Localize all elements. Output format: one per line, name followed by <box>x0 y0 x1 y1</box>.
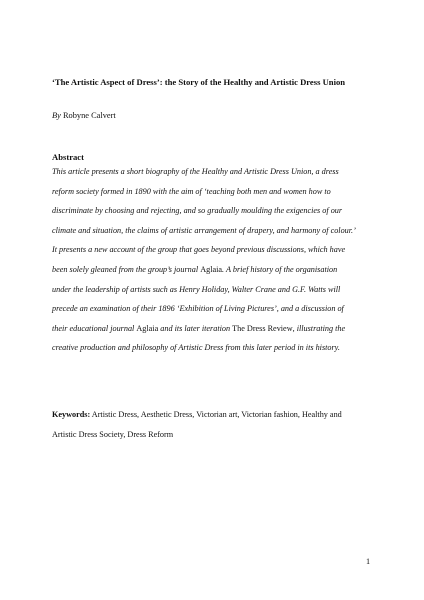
abstract-text: and its later iteration <box>158 323 233 333</box>
byline <box>52 110 116 121</box>
abstract-body <box>52 166 382 362</box>
keywords-label: Keywords: <box>52 410 91 419</box>
abstract-text: precede an examination of their 1896 ‘Exhibition of Living Pictures’, and a discussion of <box>52 304 344 314</box>
journal-title: Aglaia <box>200 264 223 274</box>
keywords-text-1: Artistic Dress, Aesthetic Dress, Victorian art, Victorian fashion, Healthy and <box>90 410 342 419</box>
abstract-text: climate and situation, the claims of artistic arrangement of drapery, and harmony of colour.’ <box>52 225 356 235</box>
abstract-text: . A brief history of the organisation <box>222 264 338 274</box>
abstract-text: It presents a new account of the group that goes beyond previous discussions, which have <box>52 245 346 255</box>
article-title: ‘The Artistic Aspect of Dress’: the Story of the Healthy and Artistic Dress Union <box>52 77 346 87</box>
abstract-text: under the leadership of artists such as Henry Holiday, Walter Crane and G.F. Watts will <box>52 284 341 294</box>
abstract-heading: Abstract <box>52 152 84 162</box>
abstract-text: , illustrating the <box>292 323 346 333</box>
abstract-line <box>52 186 382 206</box>
journal-title: Aglaia <box>136 323 159 333</box>
abstract-text: creative production and philosophy of Artistic Dress from this later period in its history. <box>52 343 340 353</box>
abstract-line <box>52 205 382 225</box>
keywords-section <box>52 409 382 448</box>
abstract-text: discriminate by choosing and rejecting, and so gradually moulding the exigencies of our <box>52 206 343 216</box>
abstract-line <box>52 244 382 264</box>
keywords-line-2: Artistic Dress Society, Dress Reform <box>52 429 174 439</box>
abstract-text: their educational journal <box>52 323 137 333</box>
keywords-line-1 <box>52 409 382 429</box>
byline-author: Robyne Calvert <box>62 111 116 120</box>
abstract-line <box>52 303 382 323</box>
abstract-text: This article presents a short biography of the Healthy and Artistic Dress Union, a dress <box>52 167 339 176</box>
abstract-text: reform society formed in 1890 with the aim of ‘teaching both men and women how to <box>52 186 331 196</box>
abstract-text: been solely gleaned from the group’s journal <box>52 264 201 274</box>
page-number: 1 <box>366 557 371 566</box>
abstract-line <box>52 264 382 284</box>
abstract-line <box>52 323 382 343</box>
abstract-line <box>52 342 382 362</box>
byline-prefix: By <box>52 111 61 120</box>
abstract-line <box>52 166 382 186</box>
abstract-line <box>52 284 382 304</box>
abstract-line <box>52 225 382 245</box>
journal-title: The Dress Review <box>232 323 293 333</box>
